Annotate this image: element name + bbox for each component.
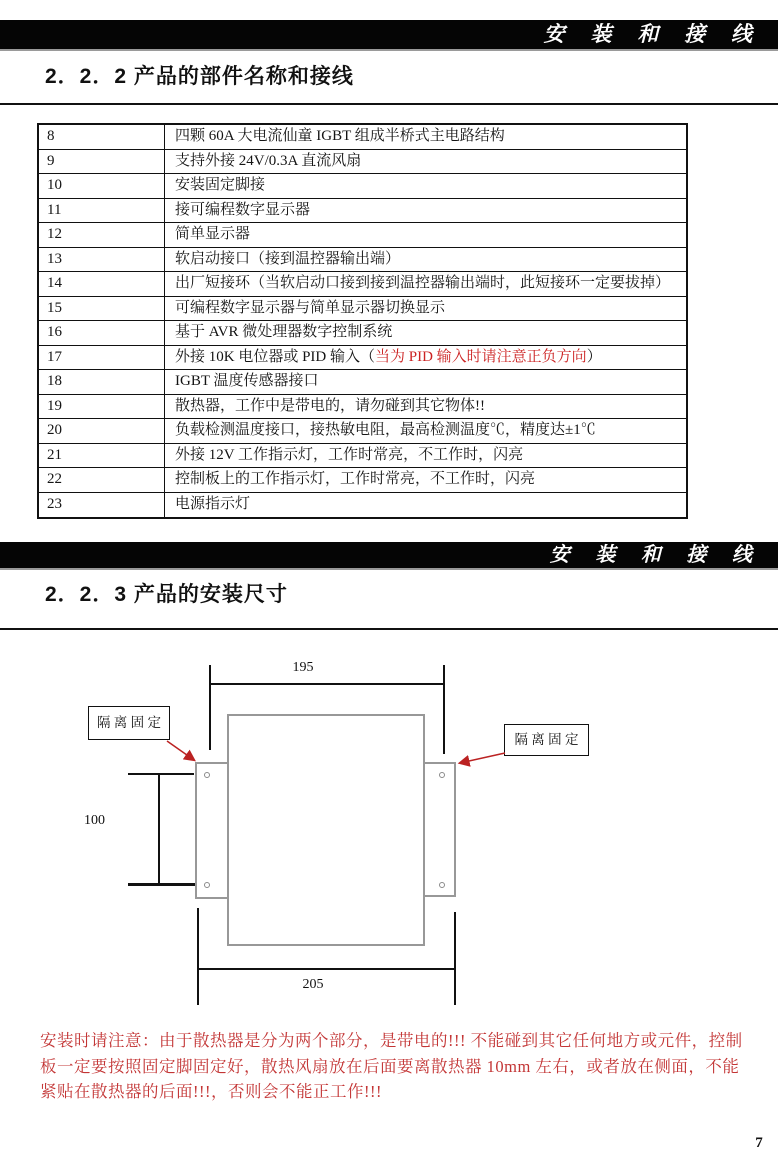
part-description: 散热器，工作中是带电的，请勿碰到其它物体!! bbox=[175, 397, 485, 414]
part-number: 8 bbox=[39, 125, 165, 149]
part-number: 13 bbox=[39, 248, 165, 272]
dimension-extension-line bbox=[197, 908, 199, 1005]
table-row bbox=[39, 370, 686, 395]
part-description: 基于 AVR 微处理器数字控制系统 bbox=[175, 324, 393, 340]
part-number: 11 bbox=[39, 199, 165, 223]
part-description: 外接 12V 工作指示灯，工作时常亮，不工作时，闪亮 bbox=[175, 446, 524, 463]
dimension-extension-line bbox=[454, 912, 456, 1005]
part-number: 9 bbox=[39, 150, 165, 174]
screw-hole-icon bbox=[439, 772, 445, 778]
part-number: 18 bbox=[39, 370, 165, 394]
dimension-line bbox=[158, 774, 160, 884]
part-description: 简单显示器 bbox=[175, 226, 251, 242]
part-number: 21 bbox=[39, 444, 165, 468]
left-leader-arrow bbox=[167, 741, 194, 760]
horizontal-rule bbox=[0, 628, 778, 630]
part-description bbox=[165, 346, 686, 370]
part-description: 安装固定脚接 bbox=[175, 177, 266, 193]
part-description: 出厂短接环（当软启动口接到接到温控器输出端时，此短接环一定要拔掉） bbox=[175, 275, 671, 291]
table-row bbox=[39, 125, 686, 150]
table-row bbox=[39, 223, 686, 248]
part-description: 接可编程数字显示器 bbox=[175, 201, 311, 218]
dimension-value-top: 195 bbox=[280, 660, 326, 676]
description-suffix: ） bbox=[586, 348, 602, 365]
part-number: 10 bbox=[39, 174, 165, 198]
isolation-mount-label-right: 隔 离 固 定 bbox=[504, 724, 589, 756]
installation-warning-text: 安装时请注意：由于散热器是分为两个部分，是带电的!!! 不能碰到其它任何地方或元件，控制板一定要按照固定脚固定好，散热风扇放在后面要离散热器 10mm 左右，或者放在侧面，不能紧贴在散热器的后面!!!，否则会不能正工作!!! bbox=[40, 1031, 743, 1101]
table-row bbox=[39, 395, 686, 420]
table-row bbox=[39, 321, 686, 346]
part-description: 可编程数字显示器与简单显示器切换显示 bbox=[175, 299, 446, 316]
part-description: 控制板上的工作指示灯，工作时常亮，不工作时，闪亮 bbox=[175, 471, 536, 487]
table-row bbox=[39, 297, 686, 322]
screw-hole-icon bbox=[439, 882, 445, 888]
part-number: 17 bbox=[39, 346, 165, 370]
table-row bbox=[39, 199, 686, 224]
table-row bbox=[39, 174, 686, 199]
left-mounting-flange bbox=[195, 762, 229, 899]
table-row bbox=[39, 248, 686, 273]
table-row bbox=[39, 444, 686, 469]
dimension-value-left: 100 bbox=[84, 813, 116, 829]
table-row bbox=[39, 419, 686, 444]
installation-dimensions-diagram bbox=[0, 645, 778, 1030]
dimension-line bbox=[209, 683, 444, 685]
table-row bbox=[39, 468, 686, 493]
screw-hole-icon bbox=[204, 882, 210, 888]
page-number: 7 bbox=[755, 1135, 763, 1151]
part-description: 电源指示灯 bbox=[175, 495, 251, 512]
isolation-mount-label-left: 隔 离 固 定 bbox=[88, 706, 170, 740]
screw-hole-icon bbox=[204, 772, 210, 778]
part-description: 负载检测温度接口，接热敏电阻，最高检测温度℃，精度达±1℃ bbox=[175, 422, 596, 438]
description-red-note: 当为 PID 输入时请注意正负方向 bbox=[375, 348, 587, 365]
right-mounting-flange bbox=[422, 762, 456, 897]
part-number: 20 bbox=[39, 419, 165, 443]
section-title-2-2-3: 2．2．3 产品的安装尺寸 bbox=[45, 583, 288, 606]
section-header-bar: 安 装 和 接 线 bbox=[0, 20, 778, 51]
part-description: 四颗 60A 大电流仙童 IGBT 组成半桥式主电路结构 bbox=[175, 128, 505, 144]
part-number: 15 bbox=[39, 297, 165, 321]
heatsink-body-outline bbox=[227, 714, 425, 946]
right-leader-arrow bbox=[460, 753, 505, 763]
section-header-bar: 安 装 和 接 线 bbox=[0, 542, 778, 570]
section-title-2-2-2: 2．2．2 产品的部件名称和接线 bbox=[45, 65, 354, 88]
parts-table bbox=[37, 123, 688, 519]
horizontal-rule bbox=[0, 103, 778, 105]
table-row bbox=[39, 346, 686, 371]
dimension-extension-line bbox=[209, 665, 211, 750]
part-number: 22 bbox=[39, 468, 165, 492]
dimension-tick bbox=[128, 773, 194, 775]
part-description: 支持外接 24V/0.3A 直流风扇 bbox=[175, 152, 362, 169]
part-description: 软启动接口（接到温控器输出端） bbox=[175, 250, 401, 267]
description-prefix: 外接 10K 电位器或 PID 输入（ bbox=[175, 348, 376, 365]
part-number: 19 bbox=[39, 395, 165, 419]
dimension-tick bbox=[128, 883, 196, 886]
table-row bbox=[39, 150, 686, 175]
dimension-line bbox=[197, 968, 456, 970]
dimension-extension-line bbox=[443, 665, 445, 754]
part-number: 14 bbox=[39, 272, 165, 296]
table-row bbox=[39, 272, 686, 297]
part-number: 16 bbox=[39, 321, 165, 345]
dimension-value-bottom: 205 bbox=[290, 977, 336, 993]
part-description: IGBT 温度传感器接口 bbox=[175, 373, 319, 389]
part-number: 23 bbox=[39, 493, 165, 518]
table-row bbox=[39, 493, 686, 518]
part-number: 12 bbox=[39, 223, 165, 247]
